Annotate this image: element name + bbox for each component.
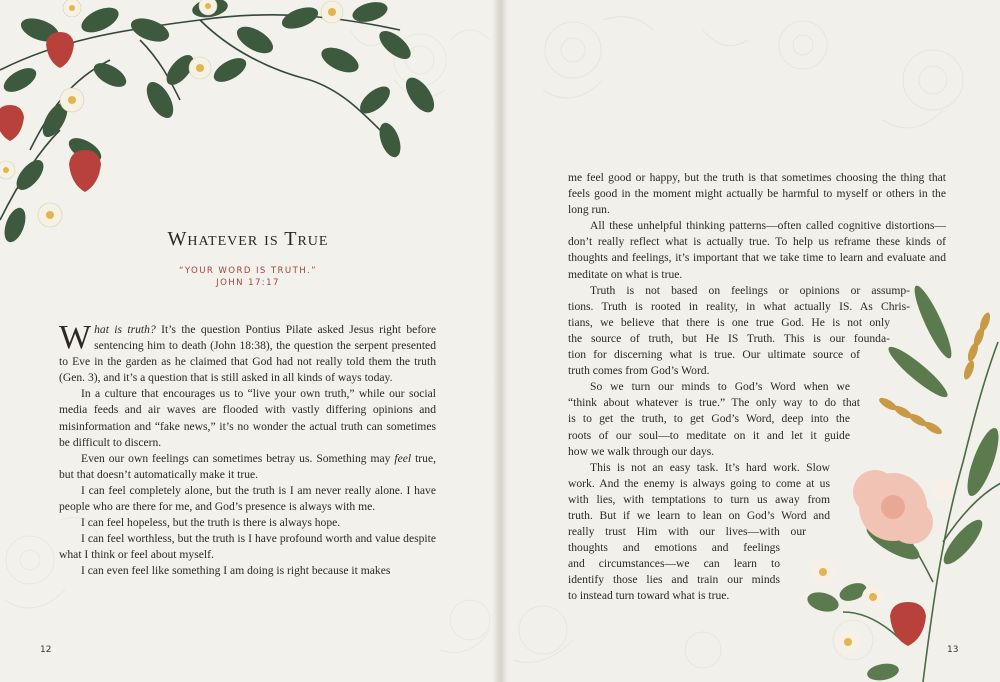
epigraph-reference: JOHN 17:17	[216, 278, 280, 288]
paragraph-line: to instead turn toward what is true.	[568, 589, 730, 603]
page-number-left: 12	[40, 645, 52, 655]
paragraph-line: identify those lies and train our minds	[568, 573, 780, 587]
paragraph: I can feel completely alone, but the truth is I am never really alone. I have people who are there for me, and God’s presence is always with me.	[59, 483, 436, 514]
drop-cap: W	[59, 319, 92, 356]
epigraph	[128, 265, 368, 289]
paragraph-line: truth. But if we learn to lean on God’s Word and	[568, 508, 830, 522]
book-gutter	[492, 0, 508, 682]
chapter-title: Whatever is True	[167, 228, 329, 250]
paragraph: I can feel worthless, but the truth is I have profound worth and value despite what I think or feel about myself.	[59, 532, 436, 562]
paragraph-text: Even our own feelings can sometimes betray us. Something may	[81, 451, 395, 465]
paragraph: I can even feel like something I am doing is right because it makes	[81, 564, 391, 578]
paragraph-text: It’s the question Pontius Pilate asked Jesus right before sentencing him to death (John 18:38), the question the serpent presented to Eve in the garden as he claimed that God had not really told them the truth (Gen. 3), and it’s a question that is still asked in all kinds of ways today.	[59, 323, 436, 385]
paragraph-line: roots of our soul—to meditate on it and let it guide	[568, 428, 850, 442]
paragraph-line: So we turn our minds to God’s Word when we	[590, 380, 850, 394]
paragraph-line: tians, we believe that there is one true God. He is not only	[568, 315, 890, 329]
paragraph-italic: hat is truth?	[94, 323, 156, 336]
paragraph-text: true, but that doesn’t automatically make it true.	[59, 451, 437, 481]
left-body-text	[59, 319, 437, 580]
paragraph-line: how we walk through our days.	[568, 444, 715, 458]
paragraph-line: with lies, with temptations to turn us away from	[568, 492, 830, 506]
paragraph: All these unhelpful thinking patterns—often called cognitive distortions—don’t really reflect what is actually true. To help us reframe these kinds of thoughts and feelings, it’s important that we take time to learn and evaluate and meditate on what is true.	[568, 219, 946, 281]
paragraph: I can feel hopeless, but the truth is there is always hope.	[81, 516, 341, 530]
page-number-right: 13	[947, 645, 959, 655]
right-body-text	[568, 170, 946, 605]
paragraph	[59, 319, 436, 386]
paragraph-line: tion for discerning what is true. Our ultimate source of	[568, 348, 860, 362]
paragraph-line: truth comes from God’s Word.	[568, 364, 710, 378]
paragraph-line: really trust Him with our lives—with our	[568, 525, 806, 539]
paragraph-line: “think about whatever is true.” The only way to do that	[568, 396, 860, 410]
paragraph-line: This is not an easy task. It’s hard work. Slow	[590, 460, 830, 474]
strawberry-vine-illustration	[0, 0, 460, 260]
paragraph: me feel good or happy, but the truth is that sometimes choosing the thing that feels good in the moment might actually be harmful to myself or others in the long run.	[568, 171, 946, 217]
right-page	[503, 0, 1000, 682]
paragraph: In a culture that encourages us to “live your own truth,” while our social media feeds and air waves are flooded with vastly differing opinions and misinformation and “fake news,” it’s no wonder the actual truth can sometimes be difficult to discern.	[59, 387, 436, 449]
paragraph-line: thoughts and emotions and feelings	[568, 541, 780, 555]
paragraph-line: and circumstances—we can learn to	[568, 557, 780, 571]
paragraph-line: the source of truth, but He IS Truth. This is our founda-	[568, 331, 890, 345]
paragraph-line: work. And the enemy is always going to come at us	[568, 476, 830, 490]
paragraph-line: is to get the truth, to get God’s Word, deep into the	[568, 412, 850, 426]
paragraph	[59, 451, 436, 483]
paragraph-line: Truth is not based on feelings or opinions or assump-	[590, 283, 910, 297]
left-page	[0, 0, 497, 682]
paragraph-italic: feel	[394, 451, 412, 465]
paragraph-line: tions. Truth is rooted in reality, in what actually IS. As Chris-	[568, 299, 910, 313]
epigraph-quote: “YOUR WORD IS TRUTH.”	[179, 266, 317, 276]
